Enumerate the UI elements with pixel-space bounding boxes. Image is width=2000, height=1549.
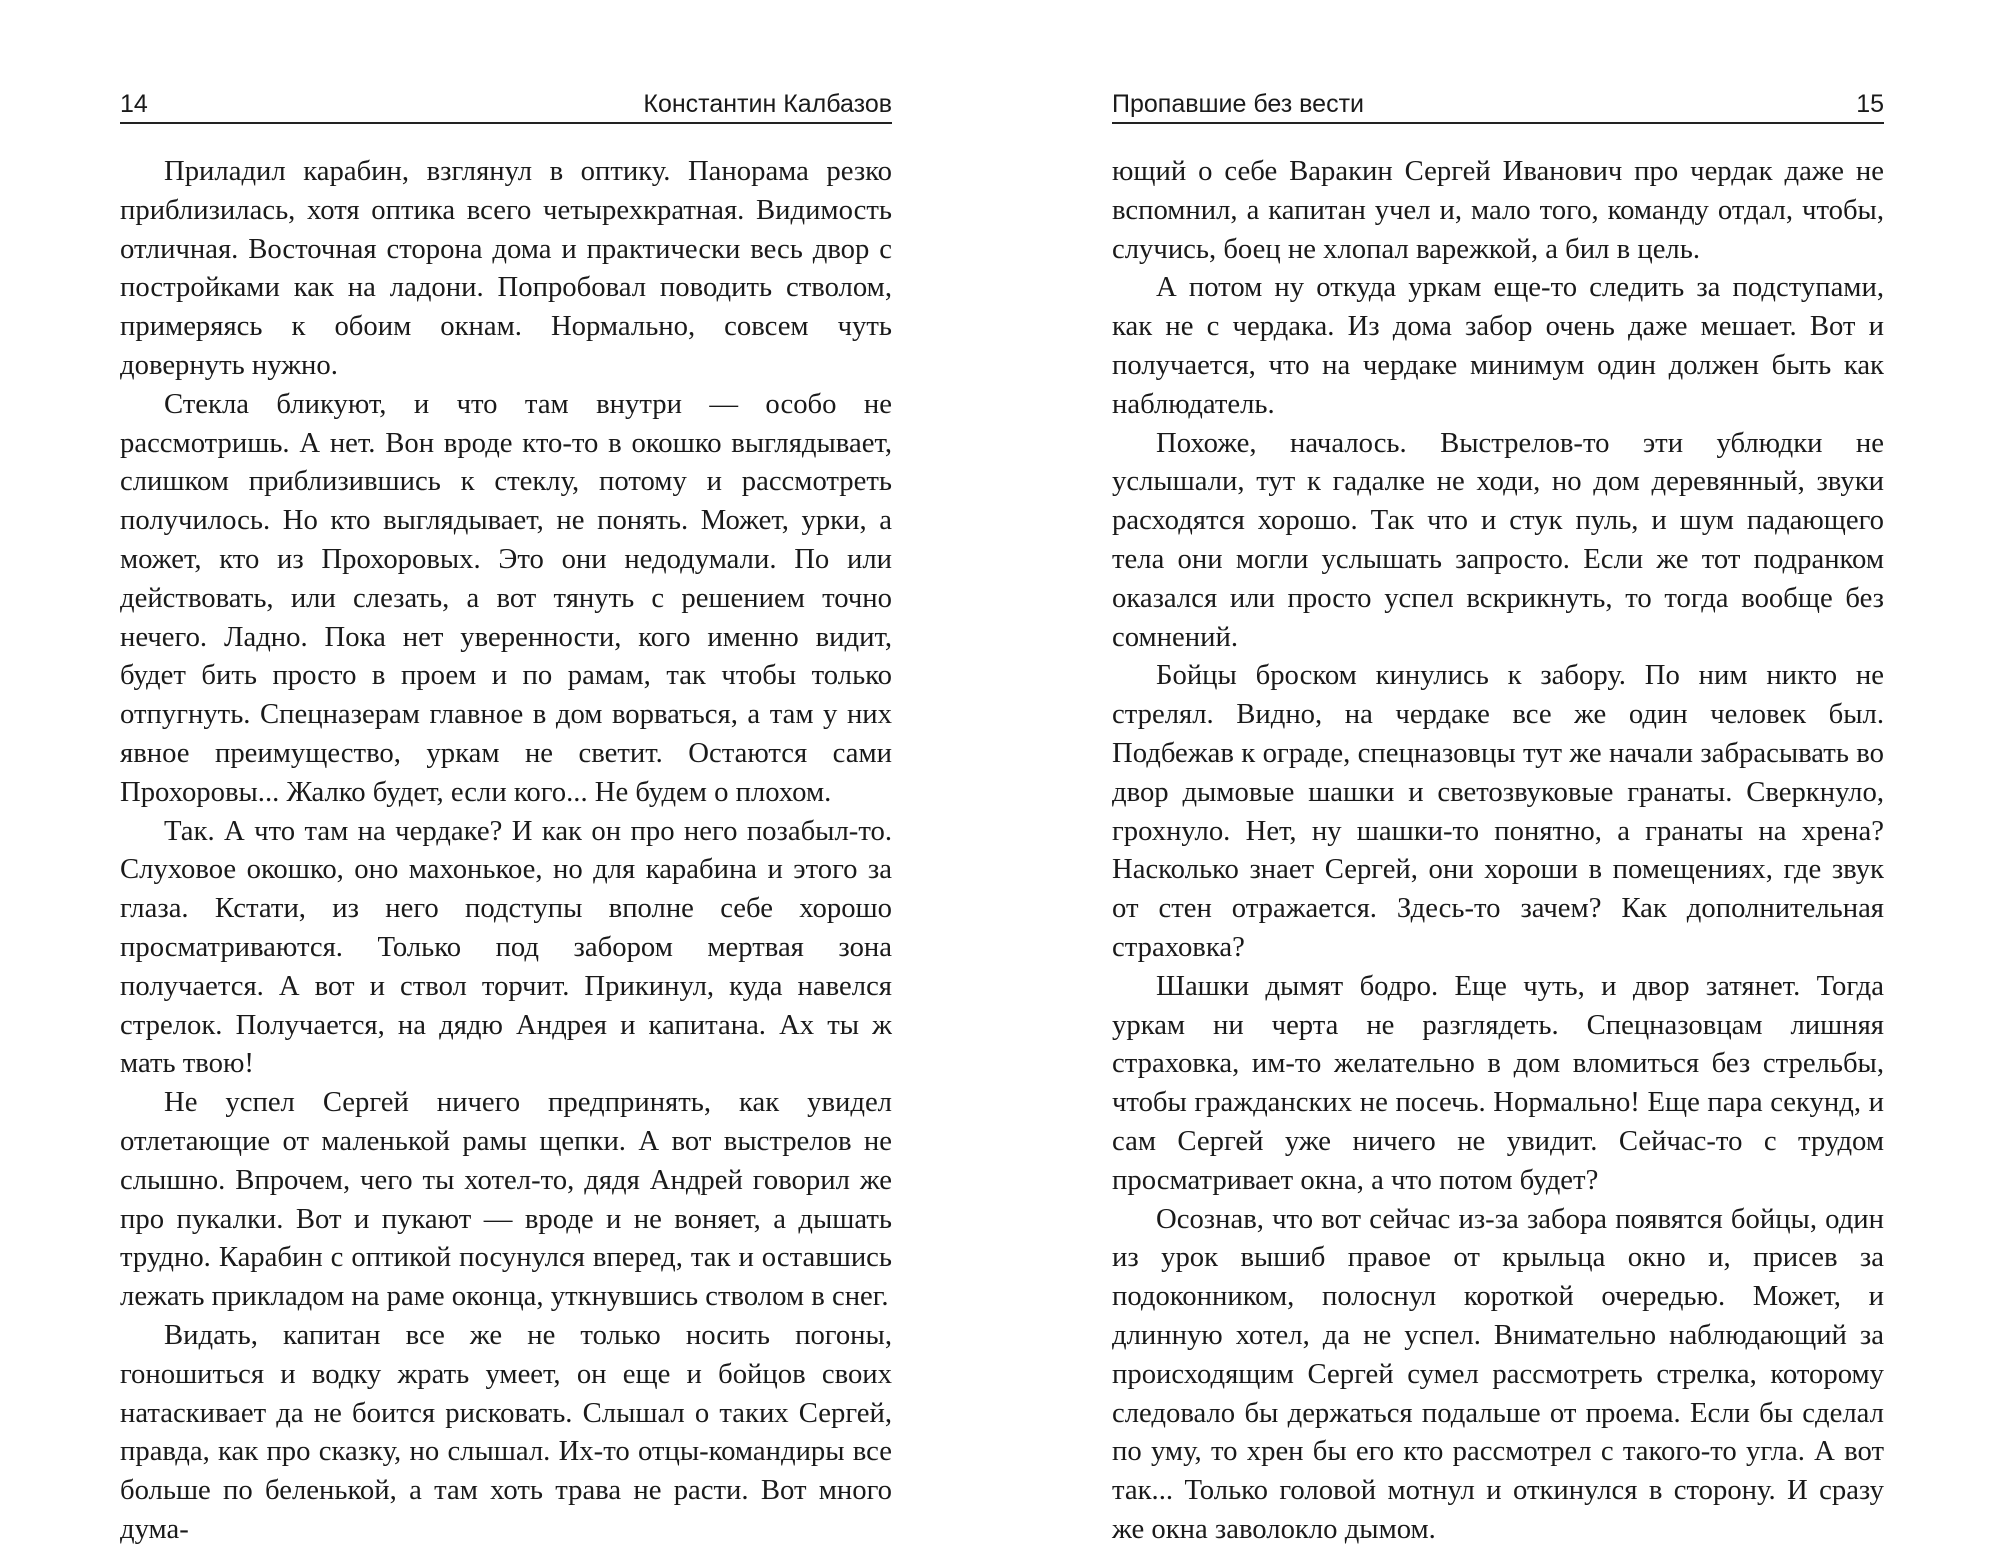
left-body-text <box>120 152 892 1549</box>
paragraph: Приладил карабин, взглянул в оптику. Панорама резко приблизилась, хотя оптика всего четырехкратная. Видимость отличная. Восточная сторона дома и практически весь двор с постройками как на ладони. Попробовал поводить стволом, примеряясь к обоим окнам. Нормально, совсем чуть довернуть нужно. <box>120 155 892 381</box>
right-running-head <box>1112 86 1884 124</box>
left-running-head <box>120 86 892 124</box>
left-page-number: 14 <box>120 90 148 118</box>
paragraph: Осознав, что вот сейчас из-за забора появятся бойцы, один из урок вышиб правое от крыльца окно и, присев за подоконником, полоснул короткой очередью. Может, и длинную хотел, да не успел. Внимательно наблюдающий за происходящим Сергей сумел рассмотреть стрелка, которому следовало бы держаться подальше от проема. Если бы сделал по уму, то хрен бы его кто рассмотрел с такого-то угла. А вот так... Только головой мотнул и откинулся в сторону. И сразу же окна заволокло дымом. <box>1112 1202 1884 1545</box>
paragraph: Шашки дымят бодро. Еще чуть, и двор затянет. Тогда уркам ни черта не разглядеть. Спецназовцам лишняя страховка, им-то желательно в дом вломиться без стрельбы, чтобы гражданских не посечь. Нормально! Еще пара секунд, и сам Сергей уже ничего не увидит. Сейчас-то с трудом просматривает окна, а что потом будет? <box>1112 969 1884 1196</box>
paragraph-continuation: ющий о себе Варакин Сергей Иванович про чердак даже не вспомнил, а капитан учел и, мало того, команду отдал, чтобы, случись, боец не хлопал варежкой, а бил в цель. <box>1112 155 1884 265</box>
paragraph: А потом ну откуда уркам еще-то следить за подступами, как не с чердака. Из дома забор очень даже мешает. Вот и получается, что на чердаке минимум один должен быть как наблюдатель. <box>1112 271 1884 420</box>
right-page <box>1000 0 2000 1545</box>
paragraph: Так. А что там на чердаке? И как он про него позабыл-то. Слуховое окошко, оно махонькое, но для карабина и этого за глаза. Кстати, из него подступы вполне себе хорошо просматриваются. Только под забором мертвая зона получается. А вот и ствол торчит. Прикинул, куда навелся стрелок. Получается, на дядю Андрея и капитана. Ах ты ж мать твою! <box>120 814 892 1080</box>
right-page-number: 15 <box>1856 90 1884 118</box>
left-page <box>0 0 1000 1545</box>
right-body-text <box>1112 152 1884 1549</box>
paragraph: Похоже, началось. Выстрелов-то эти ублюдки не услышали, тут к гадалке не ходи, но дом деревянный, звуки расходятся хорошо. Так что и стук пуль, и шум падающего тела они могли услышать запросто. Если же тот подранком оказался или просто успел вскрикнуть, то тогда вообще без сомнений. <box>1112 426 1884 653</box>
paragraph: Бойцы броском кинулись к забору. По ним никто не стрелял. Видно, на чердаке все же один человек был. Подбежав к ограде, спецназовцы тут же начали забрасывать во двор дымовые шашки и светозвуковые гранаты. Сверкнуло, грохнуло. Нет, ну шашки-то понятно, а гранаты на хрена? Насколько знает Сергей, они хороши в помещениях, где звук от стен отражается. Здесь-то зачем? Как дополнительная страховка? <box>1112 659 1884 963</box>
left-running-head-author: Константин Калбазов <box>643 90 892 118</box>
right-running-head-title: Пропавшие без вести <box>1112 90 1364 118</box>
paragraph: Стекла бликуют, и что там внутри — особо не рассмотришь. А нет. Вон вроде кто-то в окошко выглядывает, слишком приблизившись к стеклу, потому и рассмотреть получилось. Но кто выглядывает, не понять. Может, урки, а может, кто из Прохоровых. Это они недодумали. По или действовать, или слезать, а вот тянуть с решением точно нечего. Ладно. Пока нет уверенности, кого именно видит, будет бить просто в проем и по рамам, так чтобы только отпугнуть. Спецназерам главное в дом ворваться, а там у них явное преимущество, уркам не светит. Остаются сами Прохоровы... Жалко будет, если кого... Не будем о плохом. <box>120 387 892 808</box>
paragraph: Не успел Сергей ничего предпринять, как увидел отлетающие от маленькой рамы щепки. А вот выстрелов не слышно. Впрочем, чего ты хотел-то, дядя Андрей говорил же про пукалки. Вот и пукают — вроде и не воняет, а дышать трудно. Карабин с оптикой посунулся вперед, так и оставшись лежать прикладом на раме оконца, уткнувшись стволом в снег. <box>120 1086 892 1313</box>
paragraph: Видать, капитан все же не только носить погоны, гоношиться и водку жрать умеет, он еще и бойцов своих натаскивает да не боится рисковать. Слышал о таких Сергей, правда, как про сказку, но слышал. Их-то отцы-командиры все больше по беленькой, а там хоть трава не расти. Вот много дума- <box>120 1318 892 1545</box>
